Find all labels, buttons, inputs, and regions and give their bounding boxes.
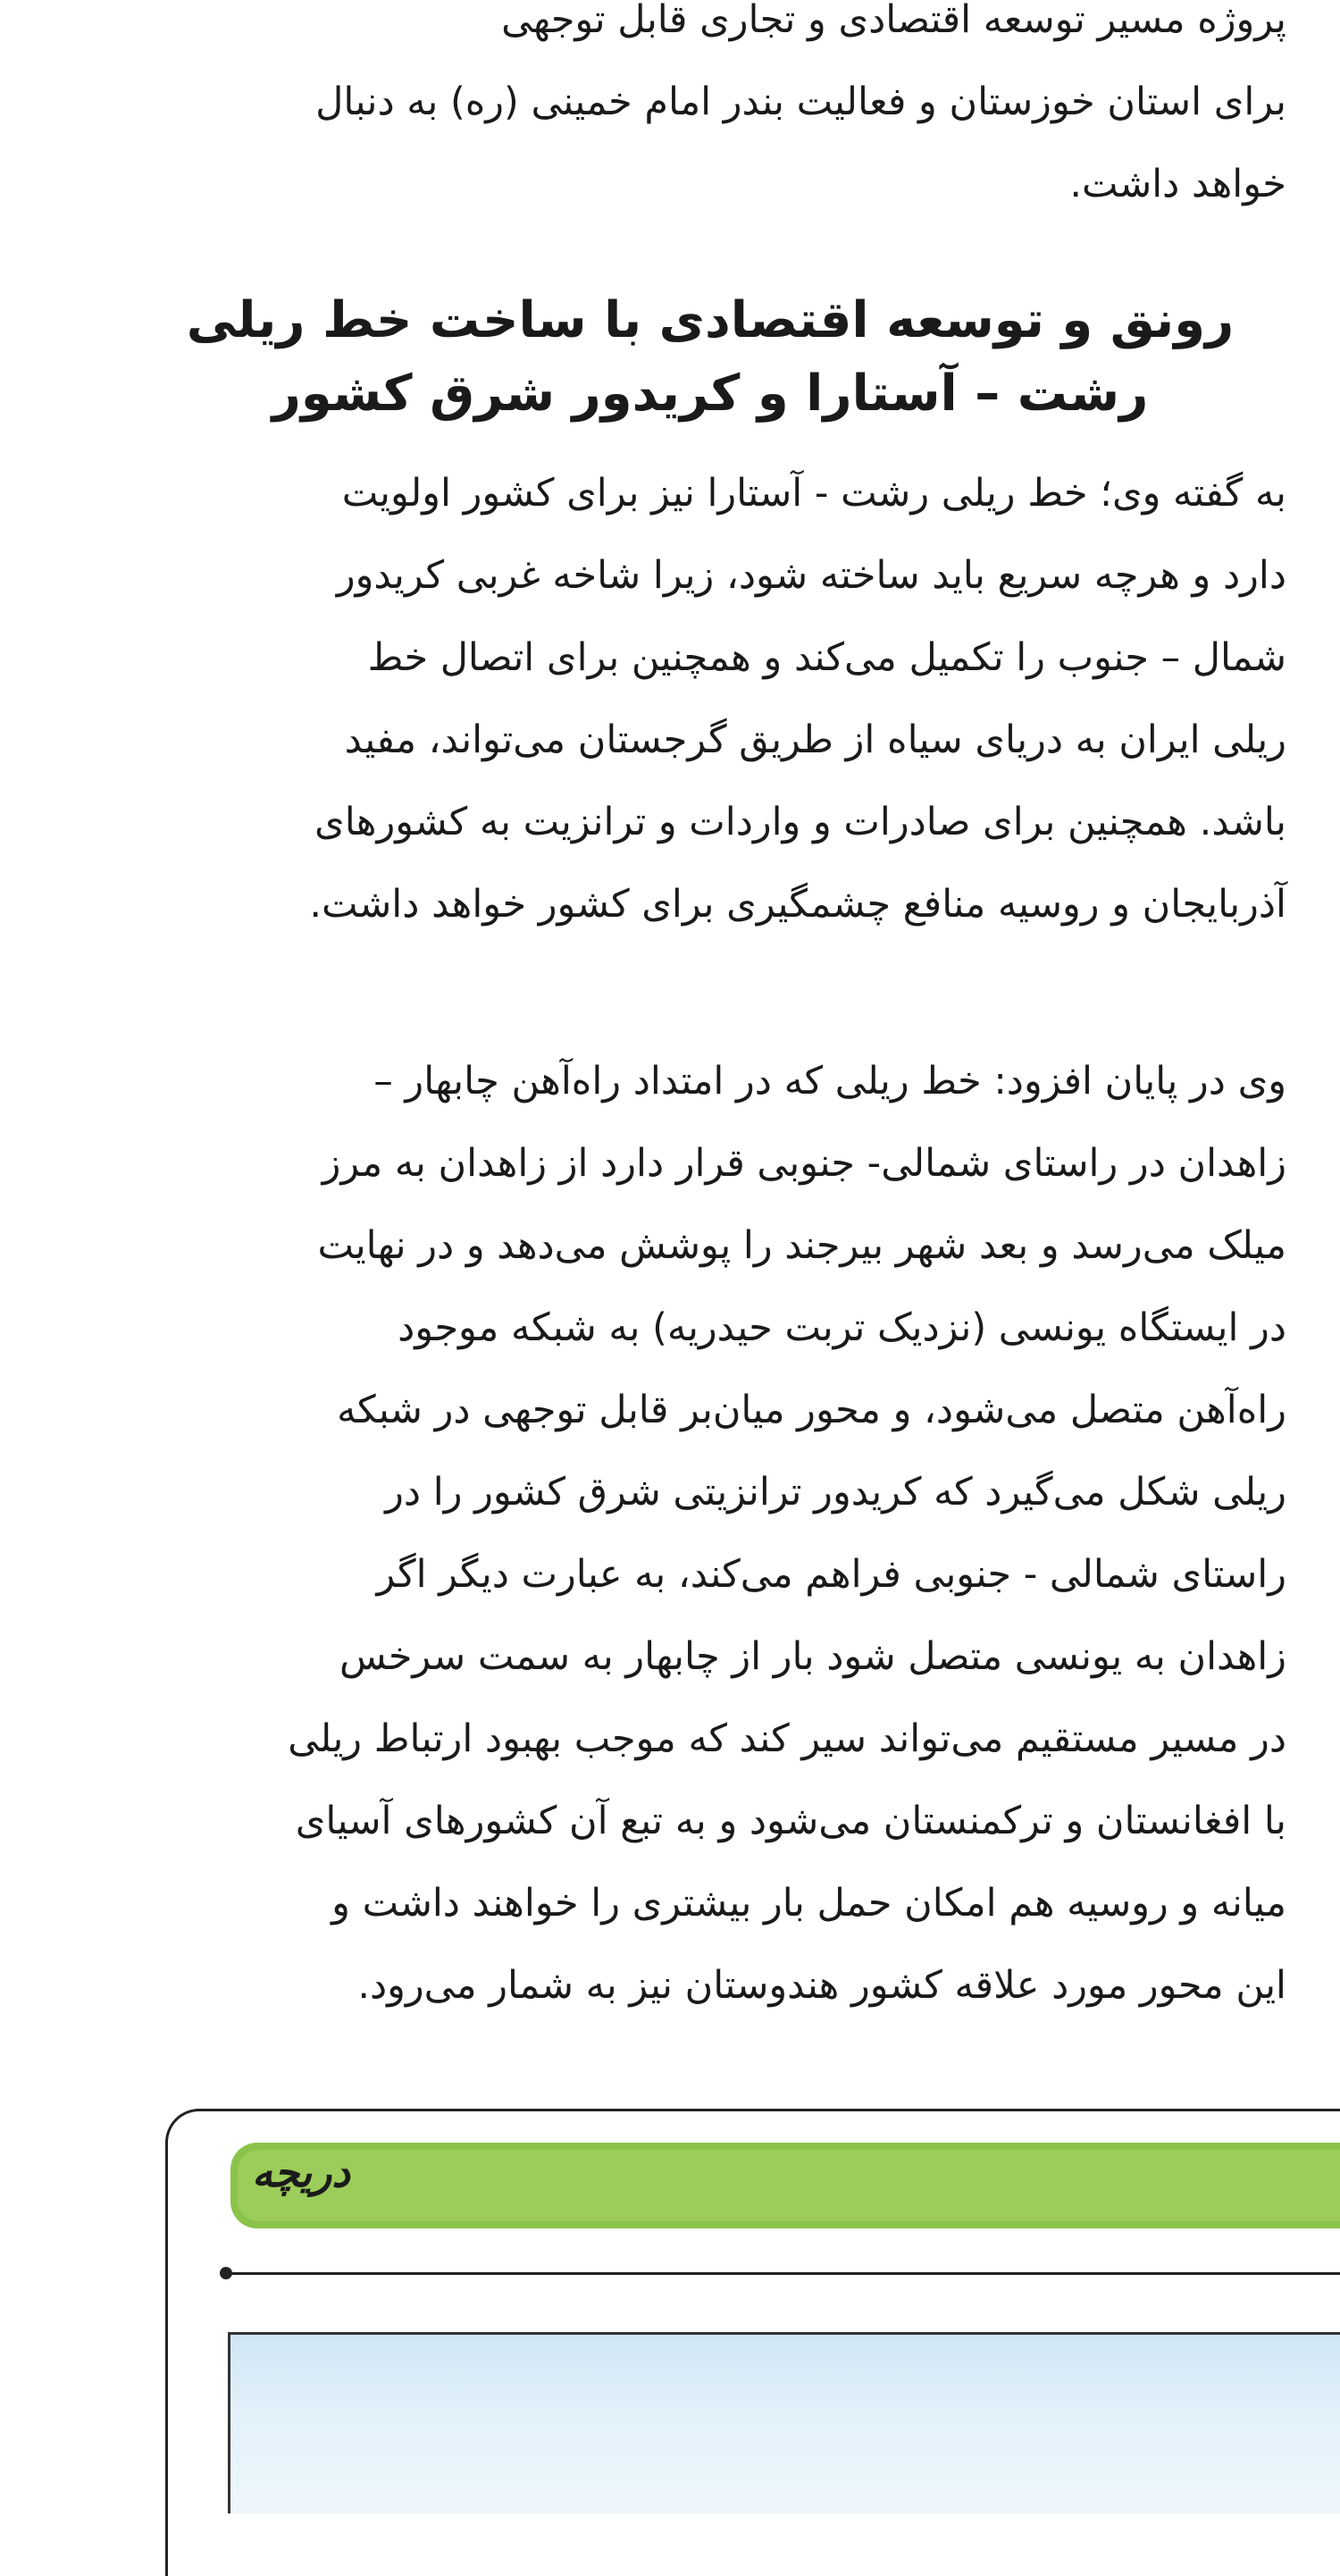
eastern-corridor-paragraph: وی در پایان افزود: خط ریلی که در امتداد راه‌آهن چابهار – زاهدان در راستای شمالی- جنوبی قرار دارد از زاهدان به مرز میلک می‌رسد و بعد شهر بیرجند را پوشش می‌دهد و در نهایت در ایستگاه یونسی (نزدیک تربت حیدریه) به شبکه موجود راه‌آهن متصل می‌شود، و محور میان‌بر قابل توجهی در شبکه ریلی شکل می‌گیرد که کریدور ترانزیتی شرق کشور را در راستای شمالی - جنوبی فراهم می‌کند، به عبارت دیگر اگر زاهدان به یونسی متصل شود بار از چابهار به سمت سرخس در مسیر مستقیم می‌تواند سیر کند که موجب بهبود ارتباط ریلی با افغانستان و ترکمنستان می‌شود و به تبع آن کشورهای آسیای میانه و روسیه هم امکان حمل بار بیشتری را خواهند داشت و این محور مورد علاقه کشور هندوستان نیز به شمار می‌رود.: [288, 1059, 1286, 2008]
section-heading: رونق و توسعه اقتصادی با ساخت خط ریلی رشت – آستارا و کریدور شرق کشور: [186, 291, 1235, 423]
sidebar-box-divider-dot: [220, 2267, 232, 2279]
sidebar-box-header-band-inner: [238, 2150, 1340, 2221]
rasht-astara-paragraph: به گفته وی؛ خط ریلی رشت - آستارا نیز برای کشور اولویت دارد و هرچه سریع باید ساخته شود، زیرا شاخه غربی کریدور شمال – جنوب را تکمیل می‌کند و همچنین برای اتصال خط ریلی ایران به دریای سیاه از طریق گرجستان می‌تواند، مفید باشد. همچنین برای صادرات و واردات و ترانزیت به کشورهای آذربایجان و روسیه منافع چشمگیری برای کشور خواهد داشت.: [309, 471, 1286, 927]
sidebar-box-photo: [228, 2332, 1340, 2513]
intro-paragraph: پروژه مسیر توسعه اقتصادی و تجاری قابل توجهی برای استان خوزستان و فعالیت بندر امام خمینی (ره) به دنبال خواهد داشت.: [315, 0, 1286, 206]
sidebar-box-divider: [225, 2272, 1340, 2275]
sidebar-box-label: دریچه: [252, 2148, 350, 2196]
